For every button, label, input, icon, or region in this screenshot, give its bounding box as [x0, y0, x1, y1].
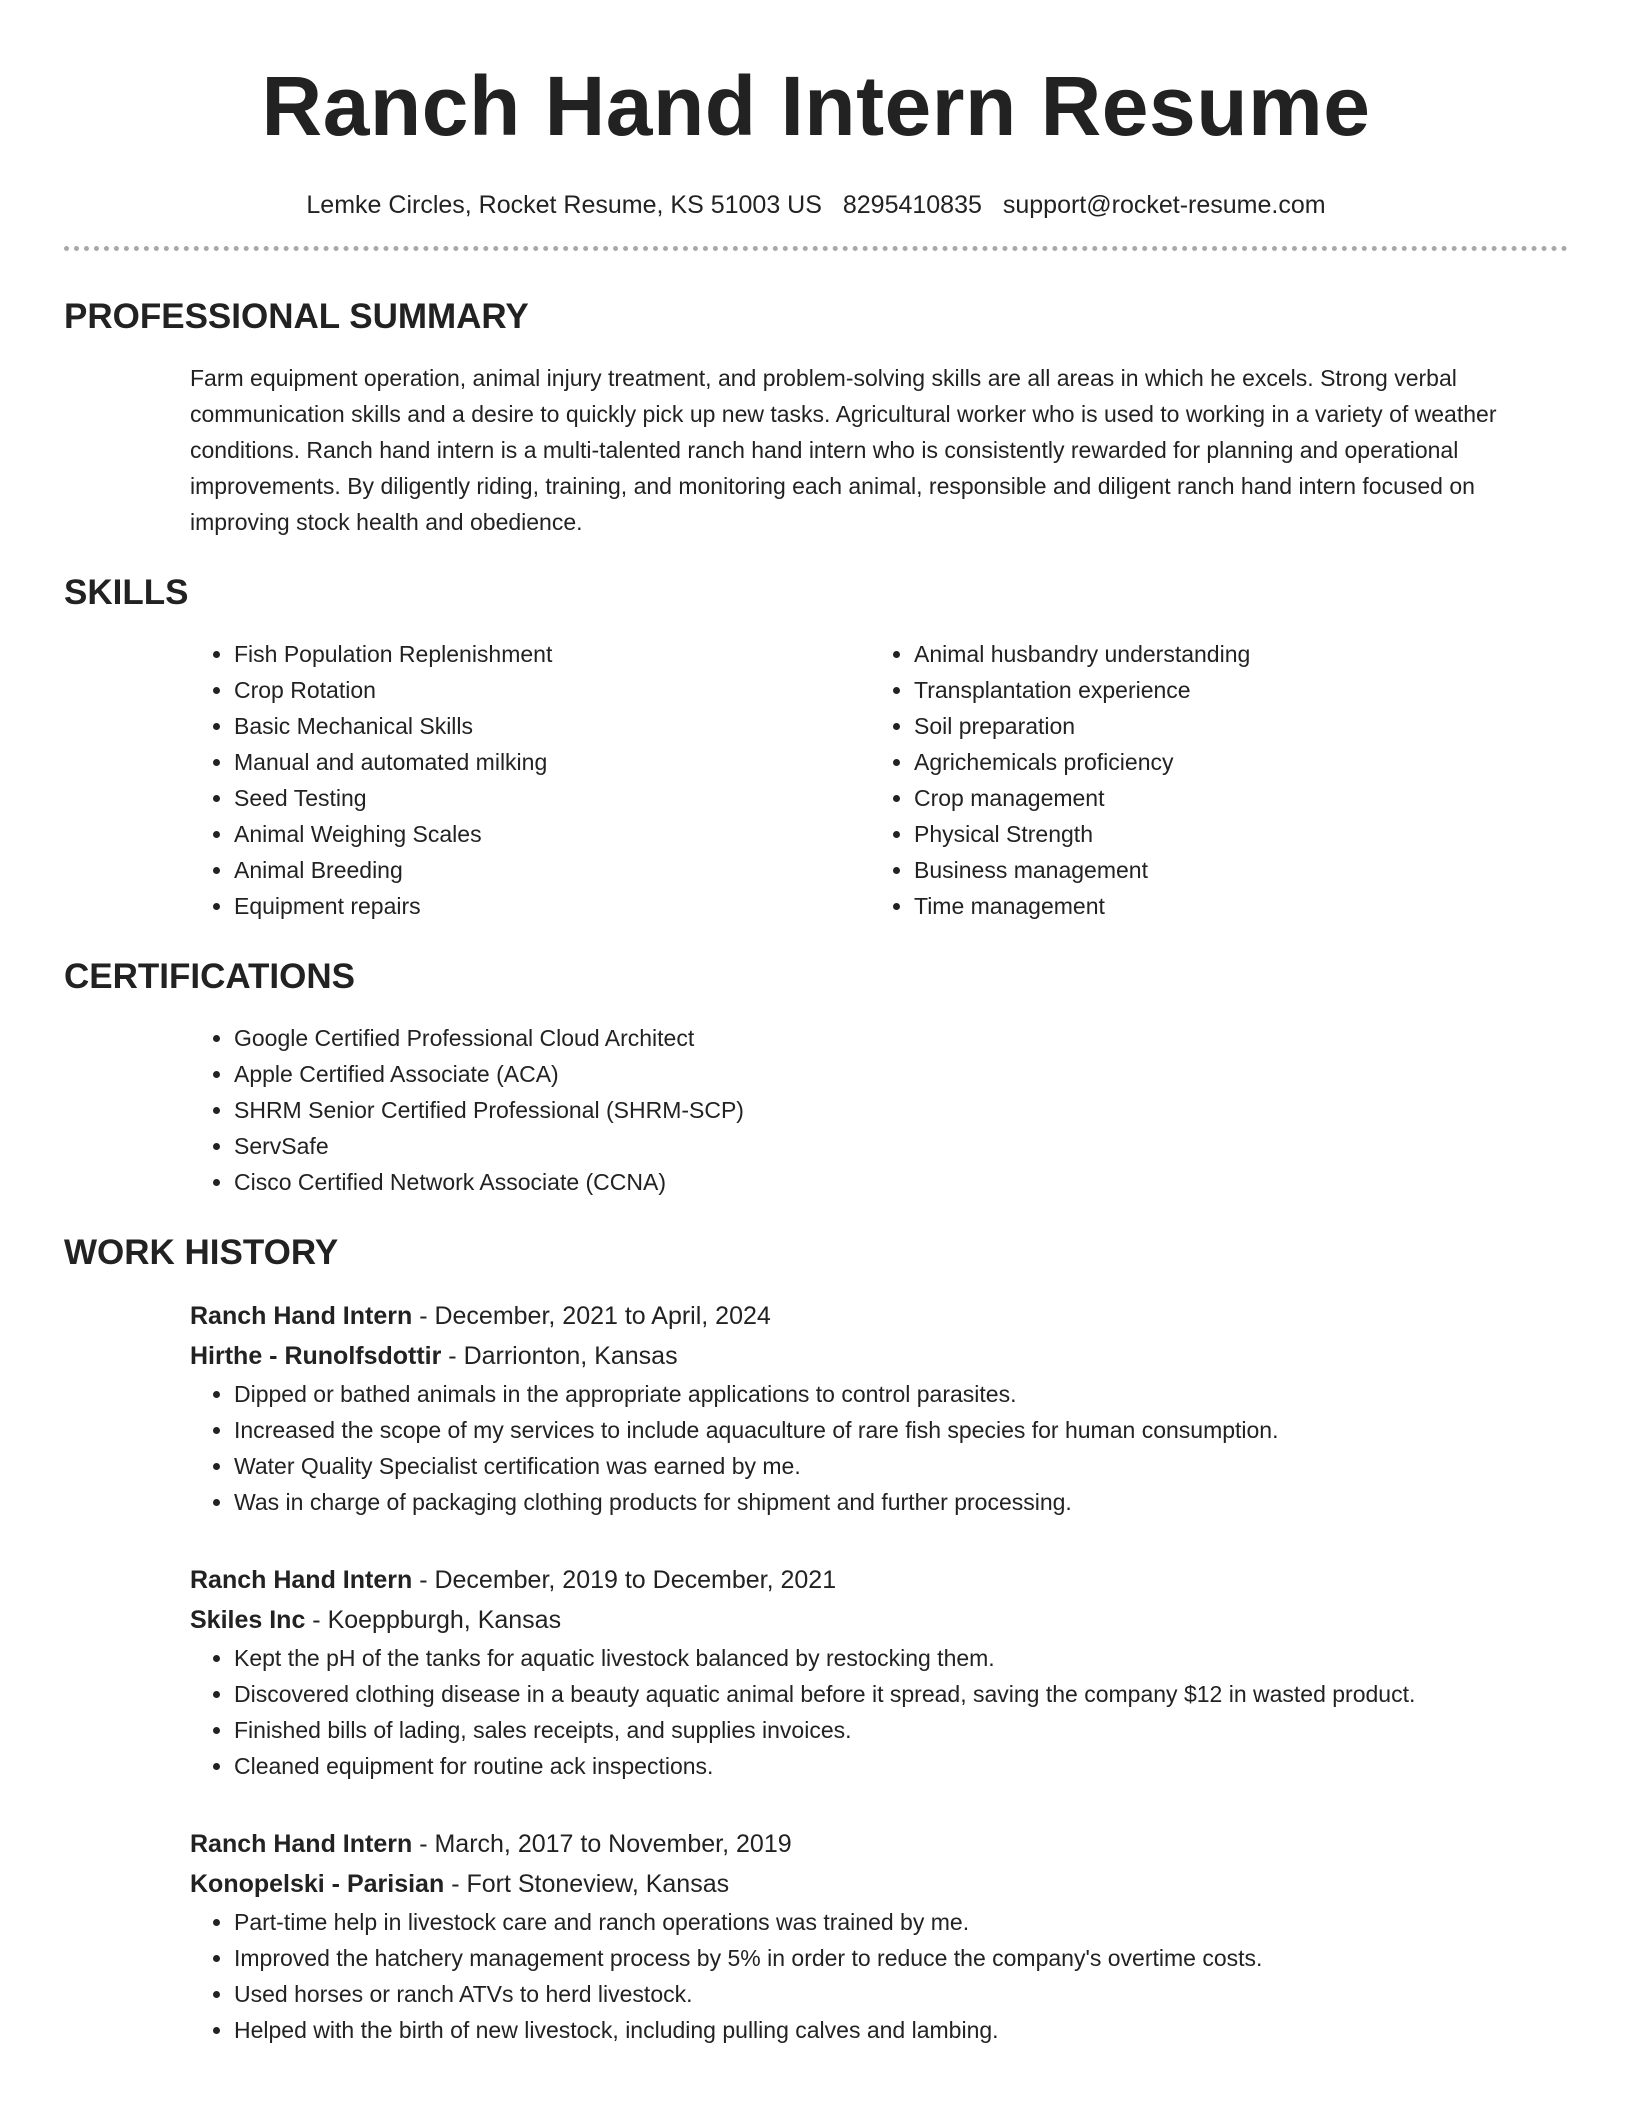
job-title-line	[190, 1560, 1568, 1600]
job-location: - Fort Stoneview, Kansas	[444, 1870, 730, 1898]
job-bullet: • Finished bills of lading, sales receipts, and supplies invoices.	[234, 1712, 1568, 1748]
job-bullet: • Was in charge of packaging clothing products for shipment and further processing.	[234, 1484, 1568, 1520]
contact-line	[64, 190, 1568, 220]
job-company-line	[190, 1336, 1568, 1376]
skill-item: • Transplantation experience	[914, 672, 1550, 708]
job-location: - Koeppburgh, Kansas	[305, 1606, 562, 1634]
certifications-section	[64, 956, 1568, 1200]
certification-item: • Apple Certified Associate (ACA)	[234, 1056, 1568, 1092]
job-entry	[190, 1296, 1568, 1520]
resume-page	[64, 0, 1568, 2048]
contact-address: Lemke Circles, Rocket Resume, KS 51003 US	[306, 191, 822, 219]
job-bullet: • Cleaned equipment for routine ack inspections.	[234, 1748, 1568, 1784]
summary-heading: PROFESSIONAL SUMMARY	[64, 297, 529, 336]
job-entry	[190, 1560, 1568, 1784]
certification-item: • ServSafe	[234, 1128, 1568, 1164]
job-bullet: • Discovered clothing disease in a beauty aquatic animal before it spread, saving the company $12 in wasted product.	[234, 1676, 1568, 1712]
skill-item: • Time management	[914, 888, 1550, 924]
work-history-section	[64, 1232, 1568, 2048]
job-title: Ranch Hand Intern	[190, 1566, 413, 1594]
skills-columns	[190, 636, 1568, 924]
skill-item: • Agrichemicals proficiency	[914, 744, 1550, 780]
contact-email: support@rocket-resume.com	[1002, 191, 1326, 219]
job-dates: - December, 2019 to December, 2021	[412, 1566, 837, 1594]
job-title-line	[190, 1824, 1568, 1864]
work-history-heading: WORK HISTORY	[64, 1233, 339, 1272]
skill-item: • Animal Weighing Scales	[234, 816, 870, 852]
skill-item: • Crop Rotation	[234, 672, 870, 708]
header-divider	[64, 246, 1568, 251]
job-company-line	[190, 1864, 1568, 1904]
job-dates: - March, 2017 to November, 2019	[412, 1830, 792, 1858]
job-company-line	[190, 1600, 1568, 1640]
job-bullet: • Kept the pH of the tanks for aquatic livestock balanced by restocking them.	[234, 1640, 1568, 1676]
job-title: Ranch Hand Intern	[190, 1302, 413, 1330]
job-dates: - December, 2021 to April, 2024	[412, 1302, 771, 1330]
skill-item: • Physical Strength	[914, 816, 1550, 852]
job-bullet: • Increased the scope of my services to include aquaculture of rare fish species for human consumption.	[234, 1412, 1568, 1448]
skill-item: • Business management	[914, 852, 1550, 888]
job-company: Hirthe - Runolfsdottir	[190, 1342, 442, 1370]
skill-item: • Crop management	[914, 780, 1550, 816]
job-bullet: • Water Quality Specialist certification was earned by me.	[234, 1448, 1568, 1484]
certifications-heading: CERTIFICATIONS	[64, 957, 356, 996]
job-company: Skiles Inc	[190, 1606, 306, 1634]
skill-item: • Animal Breeding	[234, 852, 870, 888]
skill-item: • Soil preparation	[914, 708, 1550, 744]
summary-section	[64, 296, 1568, 540]
skills-column-right	[870, 636, 1550, 924]
job-title-line	[190, 1296, 1568, 1336]
summary-text: Farm equipment operation, animal injury treatment, and problem-solving skills are all areas in which he excels. Strong verbal communication skills and a desire to quickly pick up new tasks. Agricultural worker who is used to working in a variety of weather conditions. Ranch hand intern is a multi-talented ranch hand intern who is consistently rewarded for planning and operational improvements. By diligently riding, training, and monitoring each animal, responsible and diligent ranch hand intern focused on improving stock health and obedience.	[190, 365, 1497, 535]
skill-item: • Fish Population Replenishment	[234, 636, 870, 672]
job-entry	[190, 1824, 1568, 2048]
certification-item: • Google Certified Professional Cloud Architect	[234, 1020, 1568, 1056]
skills-column-left	[190, 636, 870, 924]
job-title: Ranch Hand Intern	[190, 1830, 413, 1858]
skills-heading: SKILLS	[64, 573, 189, 612]
skills-section	[64, 572, 1568, 924]
certification-item: • Cisco Certified Network Associate (CCNA)	[234, 1164, 1568, 1200]
job-bullet: • Improved the hatchery management process by 5% in order to reduce the company's overtime costs.	[234, 1940, 1568, 1976]
skill-item: • Seed Testing	[234, 780, 870, 816]
certification-item: • SHRM Senior Certified Professional (SHRM-SCP)	[234, 1092, 1568, 1128]
job-company: Konopelski - Parisian	[190, 1870, 445, 1898]
skill-item: • Equipment repairs	[234, 888, 870, 924]
job-location: - Darrionton, Kansas	[441, 1342, 678, 1370]
resume-title: Ranch Hand Intern Resume	[261, 59, 1371, 153]
skill-item: • Manual and automated milking	[234, 744, 870, 780]
job-bullet: • Helped with the birth of new livestock, including pulling calves and lambing.	[234, 2012, 1568, 2048]
skill-item: • Animal husbandry understanding	[914, 636, 1550, 672]
skill-item: • Basic Mechanical Skills	[234, 708, 870, 744]
job-bullet: • Dipped or bathed animals in the appropriate applications to control parasites.	[234, 1376, 1568, 1412]
job-bullet: • Used horses or ranch ATVs to herd livestock.	[234, 1976, 1568, 2012]
job-bullet: • Part-time help in livestock care and ranch operations was trained by me.	[234, 1904, 1568, 1940]
contact-phone: 8295410835	[842, 191, 982, 219]
